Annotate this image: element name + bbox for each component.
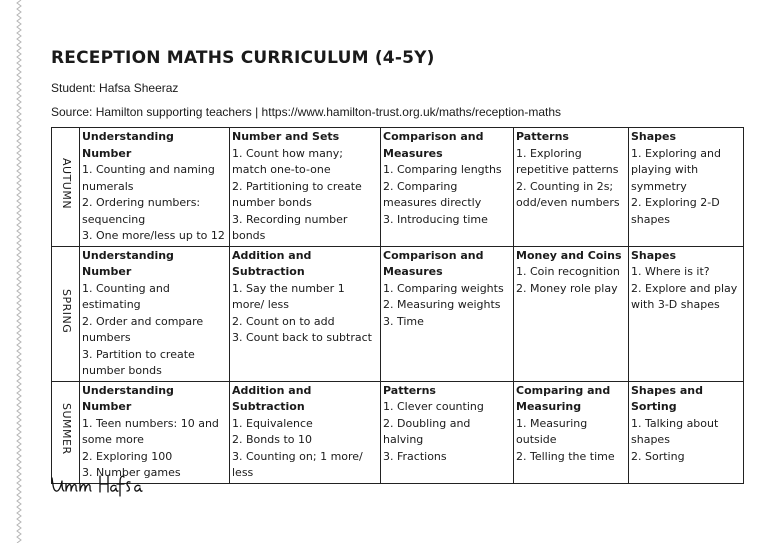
- topic-item: 1. Where is it?: [631, 265, 710, 278]
- topic-item: 3. One more/less up to 12: [82, 229, 225, 242]
- topic-cell: [514, 246, 629, 381]
- term-row-spring: [52, 246, 744, 381]
- topic-item: 2. Doubling and halving: [383, 416, 471, 446]
- topic-item: 2. Exploring 2-D shapes: [631, 196, 720, 226]
- topic-item: 1. Counting and naming numerals: [82, 163, 215, 193]
- topic-heading: Understanding Number: [82, 383, 174, 413]
- term-row-summer: [52, 381, 744, 483]
- topic-item: 1. Exploring and playing with symmetry: [631, 146, 721, 193]
- signature: [50, 470, 160, 504]
- topic-heading: Understanding Number: [82, 248, 174, 278]
- term-cell: [52, 128, 80, 247]
- topic-heading: Money and Coins: [516, 248, 622, 262]
- topic-item: 2. Ordering numbers: sequencing: [82, 196, 201, 226]
- topic-heading: Comparison and Measures: [383, 130, 484, 160]
- term-label: SUMMER: [59, 403, 73, 456]
- topic-item: 1. Comparing lengths: [383, 163, 502, 176]
- topic-cell: [381, 128, 514, 247]
- topic-heading: Addition and Subtraction: [232, 383, 312, 413]
- topic-item: 1. Equivalence: [232, 416, 313, 430]
- topic-item: 2. Partitioning to create number bonds: [232, 179, 362, 209]
- topic-item: 2. Counting in 2s; odd/even numbers: [516, 179, 620, 209]
- topic-item: 2. Sorting: [631, 449, 685, 463]
- topic-item: 3. Counting on; 1 more/ less: [232, 449, 363, 479]
- topic-cell: [514, 381, 629, 483]
- topic-item: 1. Talking about shapes: [631, 416, 719, 446]
- topic-item: 3. Introducing time: [383, 212, 488, 226]
- topic-item: 3. Number games: [82, 466, 181, 479]
- curriculum-table: [51, 127, 744, 484]
- topic-heading: Comparison and Measures: [383, 248, 484, 278]
- topic-item: 2. Money role play: [516, 281, 618, 295]
- topic-cell: [629, 128, 744, 247]
- topic-item: 1. Counting and estimating: [82, 281, 170, 311]
- topic-item: 3. Recording number bonds: [232, 212, 348, 242]
- topic-item: 3. Fractions: [383, 449, 447, 463]
- topic-cell: [514, 128, 629, 247]
- topic-item: 2. Comparing measures directly: [383, 179, 482, 209]
- topic-item: 1. Count how many; match one-to-one: [232, 146, 343, 176]
- page-title: RECEPTION MATHS CURRICULUM (4-5Y): [51, 48, 435, 68]
- topic-item: 2. Measuring weights: [383, 298, 501, 311]
- topic-cell: [80, 128, 230, 247]
- topic-item: 3. Partition to create number bonds: [82, 347, 195, 377]
- source-citation: Source: Hamilton supporting teachers | https://www.hamilton-trust.org.uk/maths/reception-maths: [51, 105, 562, 119]
- topic-item: 1. Measuring outside: [516, 416, 588, 446]
- topic-heading: Comparing and Measuring: [516, 383, 611, 413]
- topic-heading: Addition and Subtraction: [232, 248, 312, 278]
- topic-heading: Understanding Number: [82, 130, 174, 160]
- topic-cell: [230, 381, 381, 483]
- topic-item: 3. Count back to subtract: [232, 331, 372, 344]
- topic-item: 1. Comparing weights: [383, 281, 504, 295]
- zigzag-border-decoration: [0, 0, 28, 543]
- term-cell: [52, 381, 80, 483]
- topic-item: 2. Count on to add: [232, 314, 335, 328]
- topic-item: 1. Say the number 1 more/ less: [232, 281, 345, 311]
- topic-item: 2. Explore and play with 3-D shapes: [631, 281, 738, 311]
- topic-cell: [230, 128, 381, 247]
- topic-item: 3. Time: [383, 314, 424, 328]
- topic-item: 2. Bonds to 10: [232, 433, 312, 446]
- topic-heading: Shapes and Sorting: [631, 383, 704, 413]
- topic-cell: [629, 246, 744, 381]
- topic-heading: Patterns: [516, 130, 569, 143]
- topic-item: 2. Telling the time: [516, 449, 615, 463]
- term-row-autumn: [52, 128, 744, 247]
- topic-cell: [629, 381, 744, 483]
- topic-cell: [80, 381, 230, 483]
- student-name: Student: Hafsa Sheeraz: [51, 81, 179, 95]
- term-label: SPRING: [59, 288, 73, 333]
- topic-heading: Patterns: [383, 383, 436, 397]
- topic-heading: Shapes: [631, 248, 677, 262]
- topic-item: 1. Coin recognition: [516, 265, 620, 278]
- topic-item: 2. Order and compare numbers: [82, 314, 204, 344]
- topic-heading: Number and Sets: [232, 130, 340, 143]
- topic-cell: [230, 246, 381, 381]
- topic-item: 1. Clever counting: [383, 400, 484, 413]
- topic-heading: Shapes: [631, 130, 677, 143]
- topic-item: 2. Exploring 100: [82, 449, 173, 463]
- term-cell: [52, 246, 80, 381]
- term-label: AUTUMN: [59, 158, 73, 210]
- topic-item: 1. Teen numbers: 10 and some more: [82, 416, 219, 446]
- topic-item: 1. Exploring repetitive patterns: [516, 146, 619, 176]
- topic-cell: [381, 246, 514, 381]
- topic-cell: [381, 381, 514, 483]
- topic-cell: [80, 246, 230, 381]
